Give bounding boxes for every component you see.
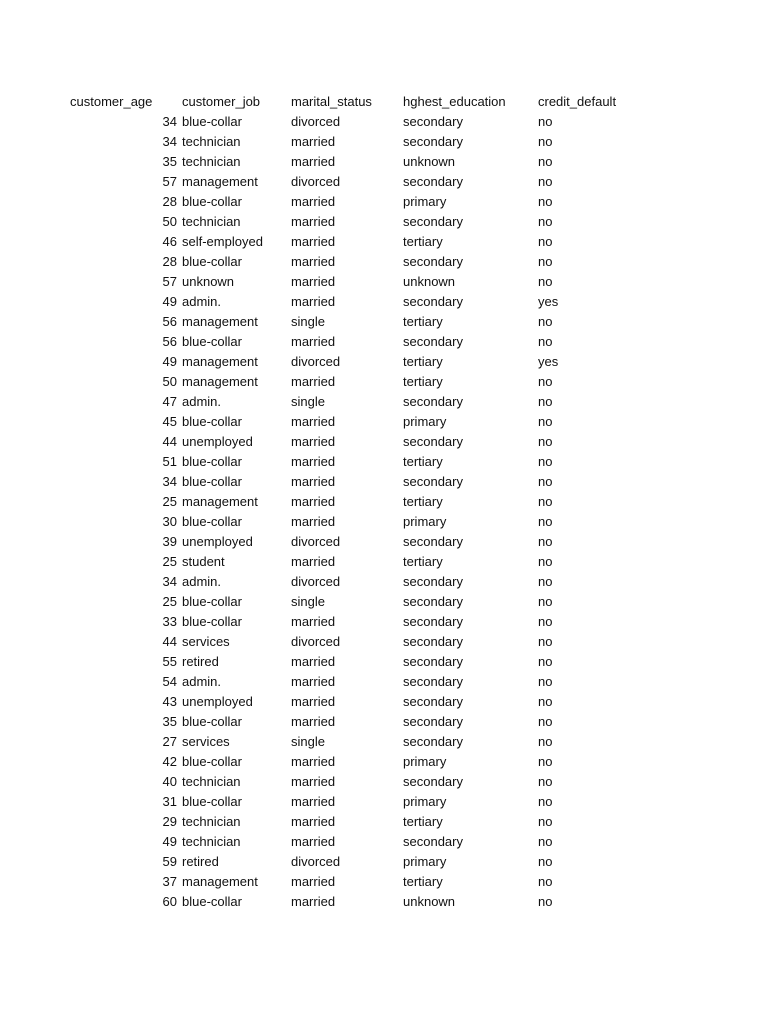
cell-customer-job: technician xyxy=(182,134,241,149)
table-row xyxy=(0,232,768,252)
cell-marital-status: married xyxy=(291,654,336,669)
cell-highest-education: secondary xyxy=(403,174,463,189)
cell-credit-default: no xyxy=(538,374,553,389)
cell-credit-default: no xyxy=(538,654,553,669)
cell-marital-status: married xyxy=(291,814,336,829)
table-row xyxy=(0,312,768,332)
cell-highest-education: secondary xyxy=(403,254,463,269)
table-row xyxy=(0,172,768,192)
cell-marital-status: divorced xyxy=(291,634,341,649)
cell-customer-job: unknown xyxy=(182,274,235,289)
cell-customer-age: 43 xyxy=(162,694,177,709)
data-table xyxy=(0,92,768,912)
cell-highest-education: tertiary xyxy=(403,494,443,509)
table-row xyxy=(0,192,768,212)
table-row xyxy=(0,852,768,872)
cell-customer-job: blue-collar xyxy=(182,414,242,429)
cell-customer-job: services xyxy=(182,734,230,749)
cell-customer-age: 35 xyxy=(162,154,177,169)
cell-customer-job: blue-collar xyxy=(182,454,242,469)
cell-customer-job: retired xyxy=(182,654,219,669)
cell-customer-age: 34 xyxy=(162,574,177,589)
cell-marital-status: married xyxy=(291,554,336,569)
cell-highest-education: primary xyxy=(403,794,447,809)
cell-marital-status: married xyxy=(291,374,336,389)
table-row xyxy=(0,672,768,692)
table-row xyxy=(0,432,768,452)
cell-marital-status: married xyxy=(291,754,336,769)
cell-marital-status: married xyxy=(291,874,336,889)
table-row xyxy=(0,772,768,792)
cell-credit-default: no xyxy=(538,394,553,409)
table-row xyxy=(0,512,768,532)
cell-marital-status: divorced xyxy=(291,574,341,589)
cell-customer-age: 34 xyxy=(162,114,177,129)
cell-customer-age: 55 xyxy=(162,654,177,669)
cell-marital-status: married xyxy=(291,714,336,729)
table-row xyxy=(0,612,768,632)
cell-customer-age: 33 xyxy=(162,614,177,629)
cell-customer-age: 51 xyxy=(162,454,177,469)
cell-customer-job: blue-collar xyxy=(182,714,242,729)
table-row xyxy=(0,572,768,592)
table-row xyxy=(0,332,768,352)
table-row xyxy=(0,692,768,712)
cell-customer-age: 30 xyxy=(162,514,177,529)
header-customer-job: customer_job xyxy=(182,94,261,109)
cell-customer-job: management xyxy=(182,354,258,369)
cell-credit-default: no xyxy=(538,414,553,429)
cell-highest-education: tertiary xyxy=(403,554,443,569)
cell-marital-status: married xyxy=(291,694,336,709)
cell-customer-job: management xyxy=(182,874,258,889)
table-row xyxy=(0,372,768,392)
cell-highest-education: primary xyxy=(403,514,447,529)
cell-marital-status: married xyxy=(291,214,336,229)
cell-customer-age: 50 xyxy=(162,374,177,389)
cell-marital-status: married xyxy=(291,154,336,169)
cell-customer-age: 28 xyxy=(162,194,177,209)
cell-marital-status: married xyxy=(291,894,336,909)
cell-customer-age: 60 xyxy=(162,894,177,909)
cell-credit-default: no xyxy=(538,894,553,909)
cell-credit-default: no xyxy=(538,754,553,769)
cell-customer-age: 35 xyxy=(162,714,177,729)
cell-highest-education: tertiary xyxy=(403,454,443,469)
table-row xyxy=(0,132,768,152)
cell-highest-education: secondary xyxy=(403,474,463,489)
cell-marital-status: single xyxy=(291,734,325,749)
table-row xyxy=(0,392,768,412)
cell-marital-status: divorced xyxy=(291,354,341,369)
cell-customer-age: 54 xyxy=(162,674,177,689)
cell-customer-job: admin. xyxy=(182,394,222,409)
cell-credit-default: yes xyxy=(538,354,559,369)
cell-highest-education: secondary xyxy=(403,214,463,229)
table-row xyxy=(0,272,768,292)
cell-customer-job: student xyxy=(182,554,225,569)
cell-credit-default: no xyxy=(538,474,553,489)
cell-credit-default: no xyxy=(538,574,553,589)
cell-customer-age: 40 xyxy=(162,774,177,789)
table-row xyxy=(0,752,768,772)
cell-marital-status: married xyxy=(291,674,336,689)
cell-marital-status: married xyxy=(291,514,336,529)
cell-credit-default: no xyxy=(538,554,553,569)
cell-marital-status: married xyxy=(291,294,336,309)
table-row xyxy=(0,212,768,232)
table-row xyxy=(0,812,768,832)
cell-credit-default: no xyxy=(538,214,553,229)
cell-highest-education: secondary xyxy=(403,734,463,749)
table-row xyxy=(0,632,768,652)
cell-customer-age: 42 xyxy=(162,754,177,769)
cell-customer-job: blue-collar xyxy=(182,514,242,529)
cell-highest-education: unknown xyxy=(403,274,456,289)
cell-customer-job: technician xyxy=(182,834,241,849)
cell-customer-job: blue-collar xyxy=(182,614,242,629)
cell-customer-job: management xyxy=(182,174,258,189)
cell-highest-education: secondary xyxy=(403,574,463,589)
cell-marital-status: married xyxy=(291,254,336,269)
cell-credit-default: yes xyxy=(538,294,559,309)
cell-marital-status: married xyxy=(291,454,336,469)
cell-customer-age: 59 xyxy=(162,854,177,869)
cell-marital-status: divorced xyxy=(291,854,341,869)
cell-credit-default: no xyxy=(538,774,553,789)
cell-credit-default: no xyxy=(538,674,553,689)
cell-customer-job: blue-collar xyxy=(182,894,242,909)
cell-customer-job: technician xyxy=(182,814,241,829)
cell-marital-status: married xyxy=(291,274,336,289)
cell-highest-education: tertiary xyxy=(403,314,443,329)
cell-customer-job: admin. xyxy=(182,294,222,309)
cell-credit-default: no xyxy=(538,594,553,609)
cell-credit-default: no xyxy=(538,454,553,469)
table-row xyxy=(0,532,768,552)
cell-customer-job: blue-collar xyxy=(182,794,242,809)
cell-credit-default: no xyxy=(538,614,553,629)
cell-customer-job: management xyxy=(182,314,258,329)
table-row xyxy=(0,472,768,492)
cell-credit-default: no xyxy=(538,874,553,889)
cell-highest-education: secondary xyxy=(403,654,463,669)
cell-marital-status: married xyxy=(291,794,336,809)
cell-highest-education: secondary xyxy=(403,594,463,609)
cell-customer-age: 34 xyxy=(162,474,177,489)
cell-marital-status: single xyxy=(291,594,325,609)
cell-credit-default: no xyxy=(538,114,553,129)
cell-customer-job: admin. xyxy=(182,574,222,589)
cell-highest-education: tertiary xyxy=(403,234,443,249)
cell-credit-default: no xyxy=(538,514,553,529)
cell-customer-age: 56 xyxy=(162,314,177,329)
table-row xyxy=(0,252,768,272)
cell-marital-status: married xyxy=(291,414,336,429)
cell-credit-default: no xyxy=(538,154,553,169)
cell-customer-job: management xyxy=(182,374,258,389)
cell-marital-status: married xyxy=(291,834,336,849)
header-customer-age: customer_age xyxy=(70,94,153,109)
cell-customer-job: blue-collar xyxy=(182,474,242,489)
cell-marital-status: single xyxy=(291,314,325,329)
cell-customer-age: 39 xyxy=(162,534,177,549)
cell-customer-age: 47 xyxy=(162,394,177,409)
cell-credit-default: no xyxy=(538,434,553,449)
cell-customer-age: 49 xyxy=(162,354,177,369)
table-row xyxy=(0,152,768,172)
cell-customer-age: 49 xyxy=(162,294,177,309)
cell-marital-status: married xyxy=(291,434,336,449)
table-row xyxy=(0,452,768,472)
cell-highest-education: primary xyxy=(403,854,447,869)
cell-customer-age: 57 xyxy=(162,174,177,189)
cell-credit-default: no xyxy=(538,494,553,509)
table-row xyxy=(0,292,768,312)
cell-highest-education: primary xyxy=(403,414,447,429)
cell-credit-default: no xyxy=(538,694,553,709)
cell-customer-age: 25 xyxy=(162,494,177,509)
cell-customer-job: blue-collar xyxy=(182,594,242,609)
cell-customer-age: 25 xyxy=(162,554,177,569)
table-row xyxy=(0,492,768,512)
cell-customer-job: blue-collar xyxy=(182,114,242,129)
cell-customer-job: services xyxy=(182,634,230,649)
cell-credit-default: no xyxy=(538,274,553,289)
cell-marital-status: married xyxy=(291,774,336,789)
cell-highest-education: secondary xyxy=(403,714,463,729)
cell-credit-default: no xyxy=(538,854,553,869)
cell-marital-status: married xyxy=(291,614,336,629)
cell-highest-education: secondary xyxy=(403,674,463,689)
table-row xyxy=(0,652,768,672)
cell-customer-job: retired xyxy=(182,854,219,869)
table-row xyxy=(0,792,768,812)
cell-marital-status: divorced xyxy=(291,174,341,189)
cell-customer-job: blue-collar xyxy=(182,334,242,349)
table-body xyxy=(0,112,768,912)
cell-highest-education: secondary xyxy=(403,294,463,309)
cell-highest-education: tertiary xyxy=(403,354,443,369)
cell-marital-status: single xyxy=(291,394,325,409)
cell-credit-default: no xyxy=(538,314,553,329)
cell-highest-education: secondary xyxy=(403,834,463,849)
cell-customer-age: 28 xyxy=(162,254,177,269)
cell-highest-education: secondary xyxy=(403,614,463,629)
header-marital-status: marital_status xyxy=(291,94,372,109)
cell-credit-default: no xyxy=(538,134,553,149)
cell-customer-age: 56 xyxy=(162,334,177,349)
table-header-row xyxy=(0,92,768,112)
cell-highest-education: secondary xyxy=(403,394,463,409)
table-row xyxy=(0,732,768,752)
cell-highest-education: secondary xyxy=(403,694,463,709)
cell-customer-age: 37 xyxy=(162,874,177,889)
cell-customer-job: unemployed xyxy=(182,534,253,549)
cell-marital-status: married xyxy=(291,134,336,149)
cell-customer-job: technician xyxy=(182,774,241,789)
table-row xyxy=(0,832,768,852)
cell-marital-status: married xyxy=(291,494,336,509)
cell-customer-age: 44 xyxy=(162,634,177,649)
cell-marital-status: divorced xyxy=(291,114,341,129)
cell-highest-education: secondary xyxy=(403,434,463,449)
cell-credit-default: no xyxy=(538,334,553,349)
cell-credit-default: no xyxy=(538,174,553,189)
cell-credit-default: no xyxy=(538,834,553,849)
cell-credit-default: no xyxy=(538,714,553,729)
cell-highest-education: secondary xyxy=(403,774,463,789)
table-row xyxy=(0,412,768,432)
cell-customer-age: 44 xyxy=(162,434,177,449)
table-row xyxy=(0,592,768,612)
cell-highest-education: tertiary xyxy=(403,374,443,389)
cell-customer-job: management xyxy=(182,494,258,509)
cell-highest-education: secondary xyxy=(403,114,463,129)
table-row xyxy=(0,872,768,892)
cell-customer-age: 25 xyxy=(162,594,177,609)
cell-customer-job: technician xyxy=(182,214,241,229)
cell-highest-education: unknown xyxy=(403,154,456,169)
cell-customer-age: 34 xyxy=(162,134,177,149)
cell-credit-default: no xyxy=(538,254,553,269)
cell-highest-education: unknown xyxy=(403,894,456,909)
cell-marital-status: married xyxy=(291,334,336,349)
cell-credit-default: no xyxy=(538,534,553,549)
cell-marital-status: married xyxy=(291,234,336,249)
cell-credit-default: no xyxy=(538,814,553,829)
table-row xyxy=(0,712,768,732)
cell-highest-education: secondary xyxy=(403,134,463,149)
cell-customer-age: 57 xyxy=(162,274,177,289)
cell-credit-default: no xyxy=(538,634,553,649)
cell-marital-status: married xyxy=(291,194,336,209)
cell-marital-status: divorced xyxy=(291,534,341,549)
cell-customer-job: technician xyxy=(182,154,241,169)
cell-customer-job: unemployed xyxy=(182,694,253,709)
header-credit-default: credit_default xyxy=(538,94,617,109)
cell-credit-default: no xyxy=(538,734,553,749)
cell-credit-default: no xyxy=(538,194,553,209)
cell-customer-job: blue-collar xyxy=(182,254,242,269)
cell-highest-education: secondary xyxy=(403,334,463,349)
cell-customer-age: 45 xyxy=(162,414,177,429)
cell-marital-status: married xyxy=(291,474,336,489)
table-row xyxy=(0,352,768,372)
cell-highest-education: secondary xyxy=(403,634,463,649)
cell-highest-education: primary xyxy=(403,194,447,209)
table-row xyxy=(0,552,768,572)
table-row xyxy=(0,892,768,912)
cell-customer-age: 31 xyxy=(162,794,177,809)
cell-customer-job: unemployed xyxy=(182,434,253,449)
cell-customer-age: 27 xyxy=(162,734,177,749)
table-row xyxy=(0,112,768,132)
cell-customer-job: admin. xyxy=(182,674,222,689)
cell-customer-job: blue-collar xyxy=(182,754,242,769)
cell-highest-education: secondary xyxy=(403,534,463,549)
cell-customer-age: 29 xyxy=(162,814,177,829)
cell-customer-age: 50 xyxy=(162,214,177,229)
cell-credit-default: no xyxy=(538,794,553,809)
cell-customer-age: 49 xyxy=(162,834,177,849)
cell-highest-education: tertiary xyxy=(403,814,443,829)
cell-customer-job: self-employed xyxy=(182,234,263,249)
cell-highest-education: primary xyxy=(403,754,447,769)
cell-credit-default: no xyxy=(538,234,553,249)
cell-highest-education: tertiary xyxy=(403,874,443,889)
cell-customer-age: 46 xyxy=(162,234,177,249)
cell-customer-job: blue-collar xyxy=(182,194,242,209)
header-highest-education: hghest_education xyxy=(403,94,506,109)
